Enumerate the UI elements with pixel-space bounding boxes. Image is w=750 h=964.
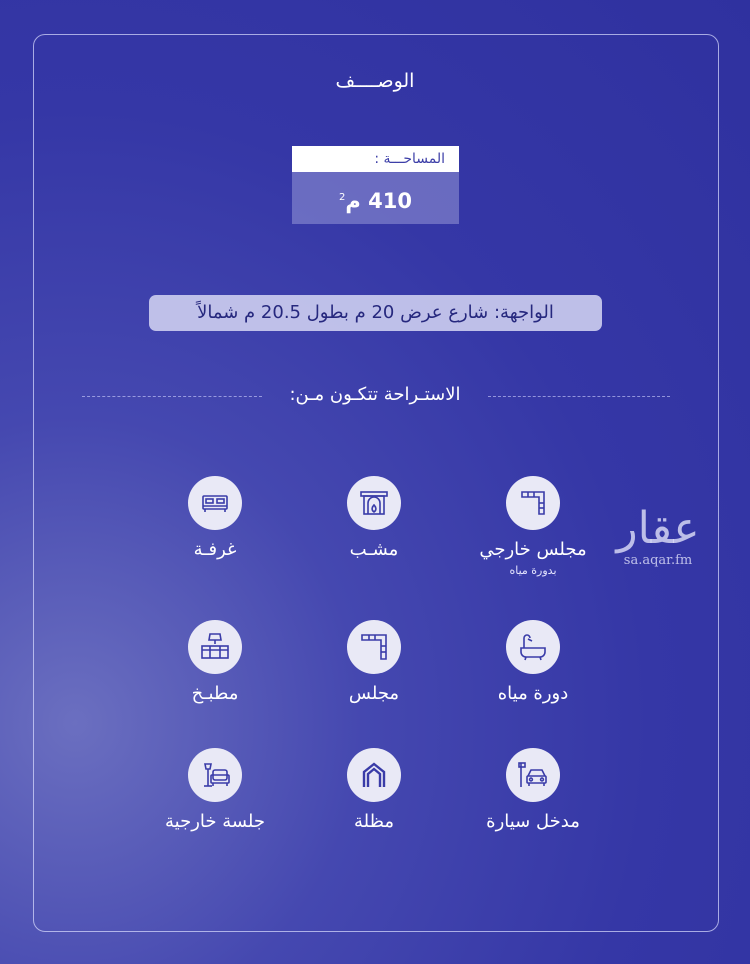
outdoor-majlis-icon [506, 476, 560, 530]
feature-room [130, 476, 300, 560]
area-value [292, 172, 459, 224]
feature-majlis [289, 620, 459, 704]
feature-outdoor-seating [130, 748, 300, 832]
feature-label: غرفـة [193, 539, 237, 560]
fireplace-icon [347, 476, 401, 530]
feature-outdoor-majlis [448, 476, 618, 577]
consists-heading-text: الاستـراحة تتكـون مـن: [289, 384, 461, 405]
car-entrance-icon [506, 748, 560, 802]
dashed-divider-right [488, 396, 670, 397]
bathtub-icon [506, 620, 560, 674]
dashed-divider-left [82, 396, 262, 397]
feature-bathroom [448, 620, 618, 704]
kitchen-icon [188, 620, 242, 674]
area-unit-sup: 2 [339, 192, 346, 203]
feature-label: مدخل سيارة [486, 811, 580, 832]
feature-label: مطبـخ [191, 683, 239, 704]
feature-label: جلسة خارجية [164, 811, 266, 832]
outdoor-seating-icon [188, 748, 242, 802]
feature-kitchen [130, 620, 300, 704]
feature-label: مظلة [353, 811, 395, 832]
feature-sublabel: بدورة مياه [509, 564, 557, 577]
area-label: المساحـــة : [292, 146, 459, 172]
canopy-icon [347, 748, 401, 802]
majlis-icon [347, 620, 401, 674]
aqar-watermark [598, 503, 718, 568]
facade-info: الواجهة: شارع عرض 20 م بطول 20.5 م شمالاً [149, 295, 602, 331]
feature-canopy [289, 748, 459, 832]
feature-car-entrance [448, 748, 618, 832]
feature-label: دورة مياه [497, 683, 569, 704]
consists-heading [0, 384, 750, 410]
page-title: الوصــــف [335, 70, 415, 92]
feature-label: مشـب [349, 539, 399, 560]
bed-icon [188, 476, 242, 530]
area-card [292, 146, 459, 224]
feature-fireplace [289, 476, 459, 560]
watermark-domain: sa.aqar.fm [623, 553, 693, 568]
watermark-brand: عقار [616, 503, 700, 554]
area-unit: م [345, 189, 361, 213]
area-number: 410 [368, 189, 412, 213]
feature-label: مجلس [348, 683, 400, 704]
feature-label: مجلس خارجي [479, 539, 587, 560]
